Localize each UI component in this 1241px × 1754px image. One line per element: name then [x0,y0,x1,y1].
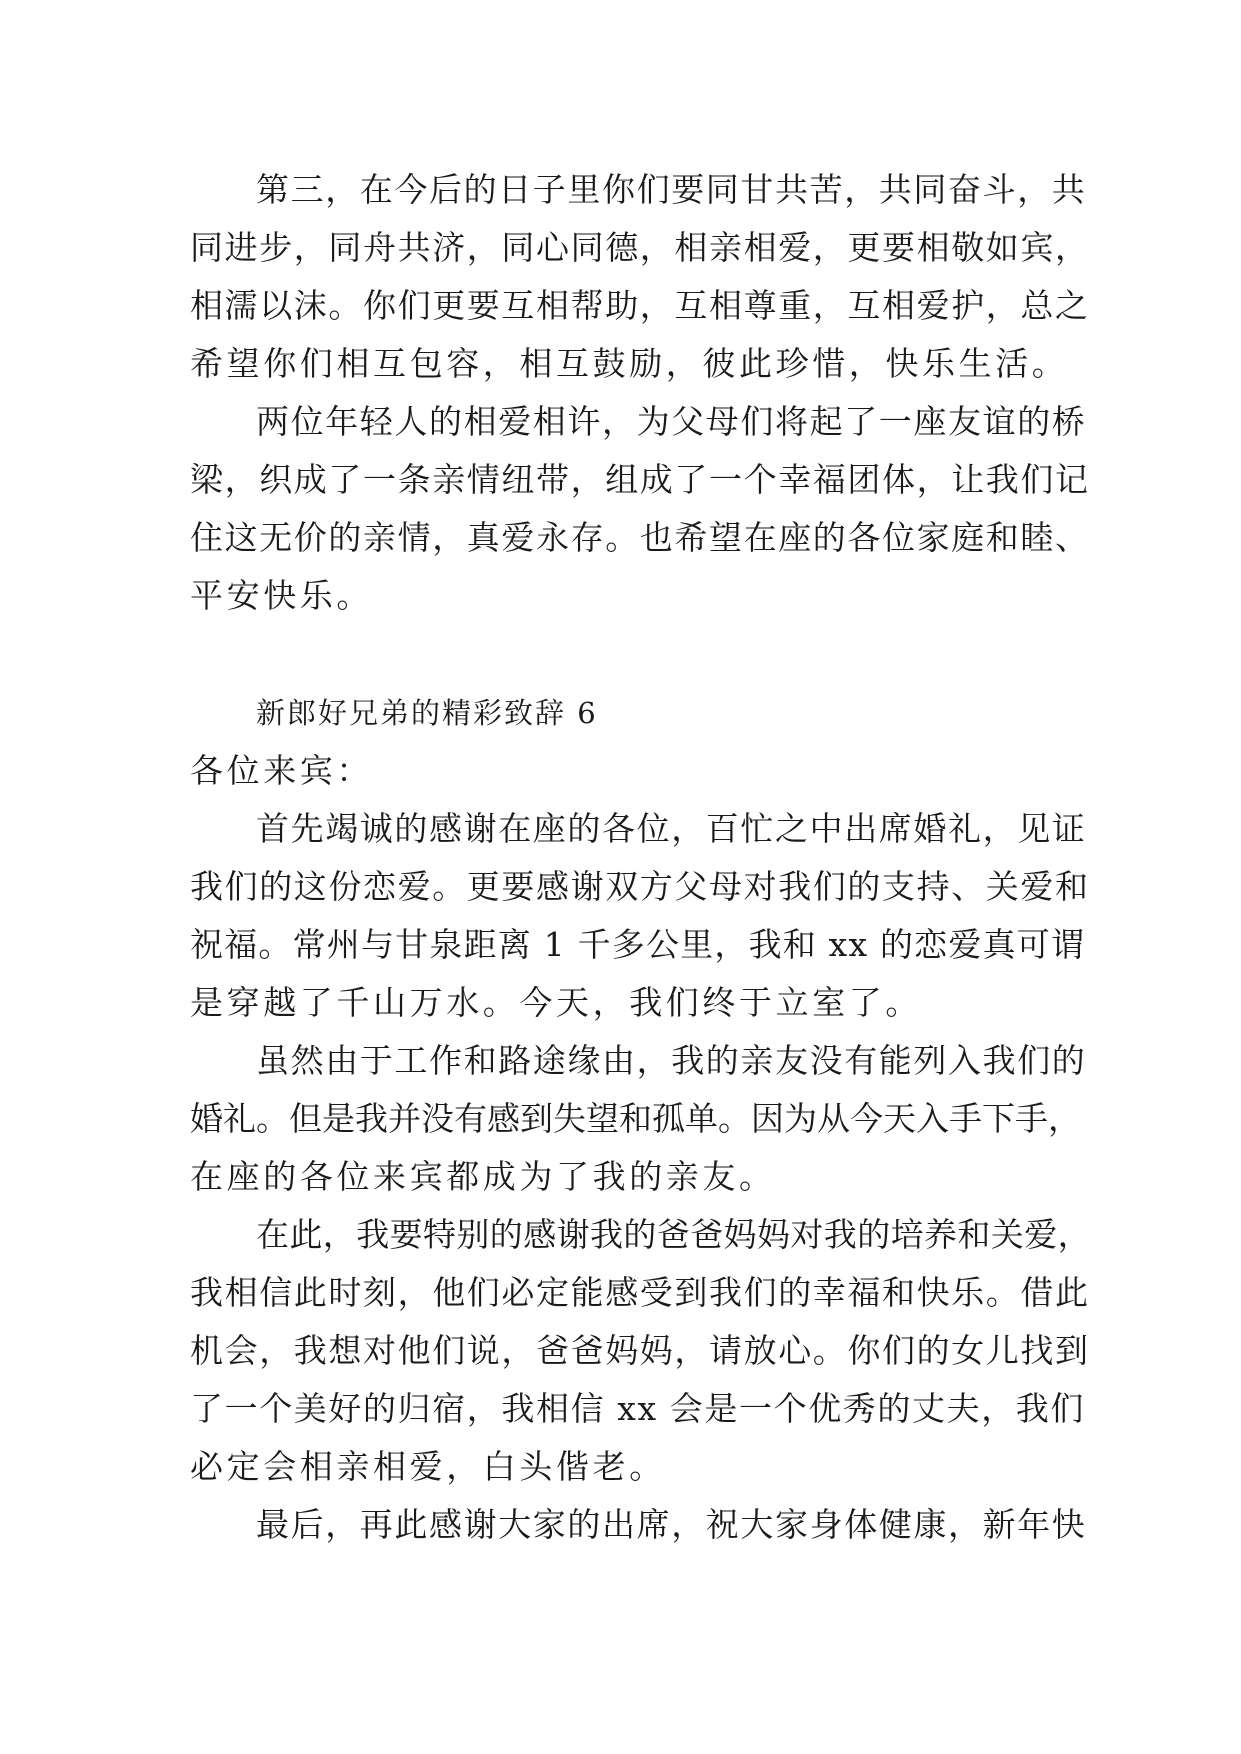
section-title: 新郎好兄弟的精彩致辞 6 [256,696,598,730]
paragraph-line: 在座的各位来宾都成为了我的亲友。 [190,1157,776,1196]
paragraph-line: 相濡以沫。你们更要互相帮助，互相尊重，互相爱护，总之 [190,286,1090,325]
paragraph-line: 平安快乐。 [190,576,373,615]
paragraph-line: 机会，我想对他们说，爸爸妈妈，请放心。你们的女儿找到 [190,1331,1090,1370]
paragraph-line: 第三，在今后的日子里你们要同甘共苦，共同奋斗，共 [256,170,1087,209]
paragraph-line: 虽然由于工作和路途缘由，我的亲友没有能列入我们的 [256,1041,1087,1080]
paragraph-line: 是穿越了千山万水。今天，我们终于立室了。 [190,983,922,1022]
paragraph-line: 了一个美好的归宿，我相信 xx 会是一个优秀的丈夫，我们 [190,1389,1086,1428]
paragraph-line: 两位年轻人的相爱相许，为父母们将起了一座友谊的桥 [256,402,1087,441]
paragraph-line: 首先竭诚的感谢在座的各位，百忙之中出席婚礼，见证 [256,809,1087,848]
paragraph-line: 必定会相亲相爱，白头偕老。 [190,1447,666,1486]
paragraph-line: 婚礼。但是我并没有感到失望和孤单。因为从今天入手下手， [190,1099,1081,1138]
paragraph-line: 祝福。常州与甘泉距离 1 千多公里，我和 xx 的恋爱真可谓 [190,925,1086,964]
paragraph-line: 我相信此时刻，他们必定能感受到我们的幸福和快乐。借此 [190,1273,1090,1312]
paragraph-line: 希望你们相互包容，相互鼓励，彼此珍惜，快乐生活。 [190,344,1069,383]
paragraph-line: 我们的这份恋爱。更要感谢双方父母对我们的支持、关爱和 [190,867,1090,906]
salutation: 各位来宾： [190,751,373,790]
paragraph-line: 梁，织成了一条亲情纽带，组成了一个幸福团体，让我们记 [190,460,1090,499]
paragraph-line: 在此，我要特别的感谢我的爸爸妈妈对我的培养和关爱， [256,1215,1091,1254]
paragraph-line: 住这无价的亲情，真爱永存。也希望在座的各位家庭和睦、 [190,518,1090,557]
paragraph-line: 最后，再此感谢大家的出席，祝大家身体健康，新年快 [256,1505,1087,1544]
paragraph-line: 同进步，同舟共济，同心同德，相亲相爱，更要相敬如宾， [190,228,1090,267]
